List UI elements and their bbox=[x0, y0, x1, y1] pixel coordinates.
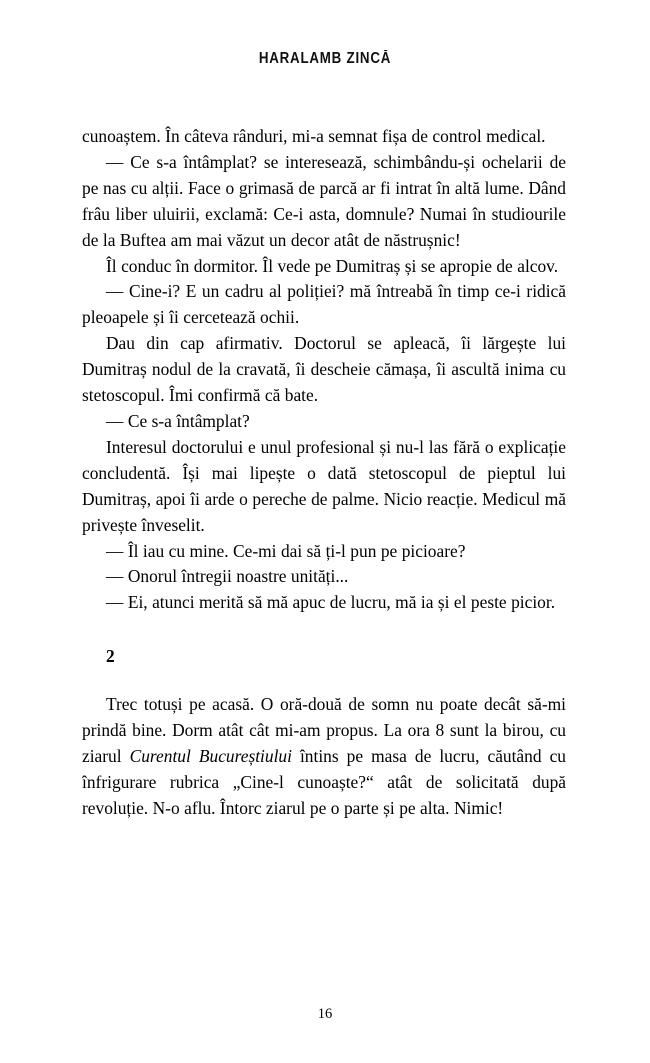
paragraph: — Îl iau cu mine. Ce-mi dai să ți-l pun pe picioare? bbox=[106, 540, 466, 561]
page-number: 16 bbox=[317, 1006, 333, 1022]
paragraph: — Cine-i? E un cadru al poliției? mă întreabă în timp ce-i ridică pleoapele și îi cercetează ochii. bbox=[82, 281, 566, 328]
paragraph: — Ce s-a întâmplat? se interesează, schimbându-și ochelarii de pe nas cu alții. Face o grimasă de parcă ar fi intrat în altă lume. Dând frâu liber uluirii, exclamă: Ce-i asta, domnule? Numai în studiourile de la Buftea am mai văzut un decor atât de năstrușnic! bbox=[82, 151, 566, 250]
section-number: 2 bbox=[106, 646, 115, 667]
newspaper-title: Curentul Bucureștiului bbox=[129, 745, 292, 766]
paragraph: Interesul doctorului e unul profesional și nu-l las fără o explicație concludentă. Își mai lipește o dată stetoscopul de pieptul lui Dumitraș, apoi îi arde o pereche de palme. Nicio reacție. Medicul mă privește înveselit. bbox=[82, 436, 566, 535]
paragraph bbox=[82, 692, 566, 822]
paragraph: Îl conduc în dormitor. Îl vede pe Dumitraș și se apropie de alcov. bbox=[106, 255, 559, 276]
body-text-block bbox=[82, 124, 566, 822]
paragraph: — Ce s-a întâmplat? bbox=[106, 410, 250, 431]
running-head: HARALAMB ZINCĂ bbox=[258, 50, 392, 67]
paragraph: cunoaștem. În câteva rânduri, mi-a semnat fișa de control medical. bbox=[82, 126, 546, 146]
paragraph-tail: întins pe masa de lucru, căutând cu înfrigurare rubrica „Cine-l cunoaște?“ atât de solicitată după revoluție. N-o aflu. Întorc ziarul pe o parte și pe alta. Nimic! bbox=[82, 745, 566, 818]
paragraph: — Ei, atunci merită să mă apuc de lucru, mă ia și el peste picior. bbox=[106, 592, 556, 613]
paragraph: — Onorul întregii noastre unități... bbox=[106, 566, 349, 587]
paragraph: Dau din cap afirmativ. Doctorul se apleacă, îi lărgește lui Dumitraș nodul de la cravată, îi descheie cămașa, îi ascultă inima cu stetoscopul. Îmi confirmă că bate. bbox=[82, 333, 566, 406]
paragraph-lead: Trec totuși pe acasă. O oră-două de somn nu poate decât să-mi prindă bine. Dorm atât cât mi-am propus. La ora 8 sunt la birou, cu ziarul bbox=[82, 694, 566, 766]
